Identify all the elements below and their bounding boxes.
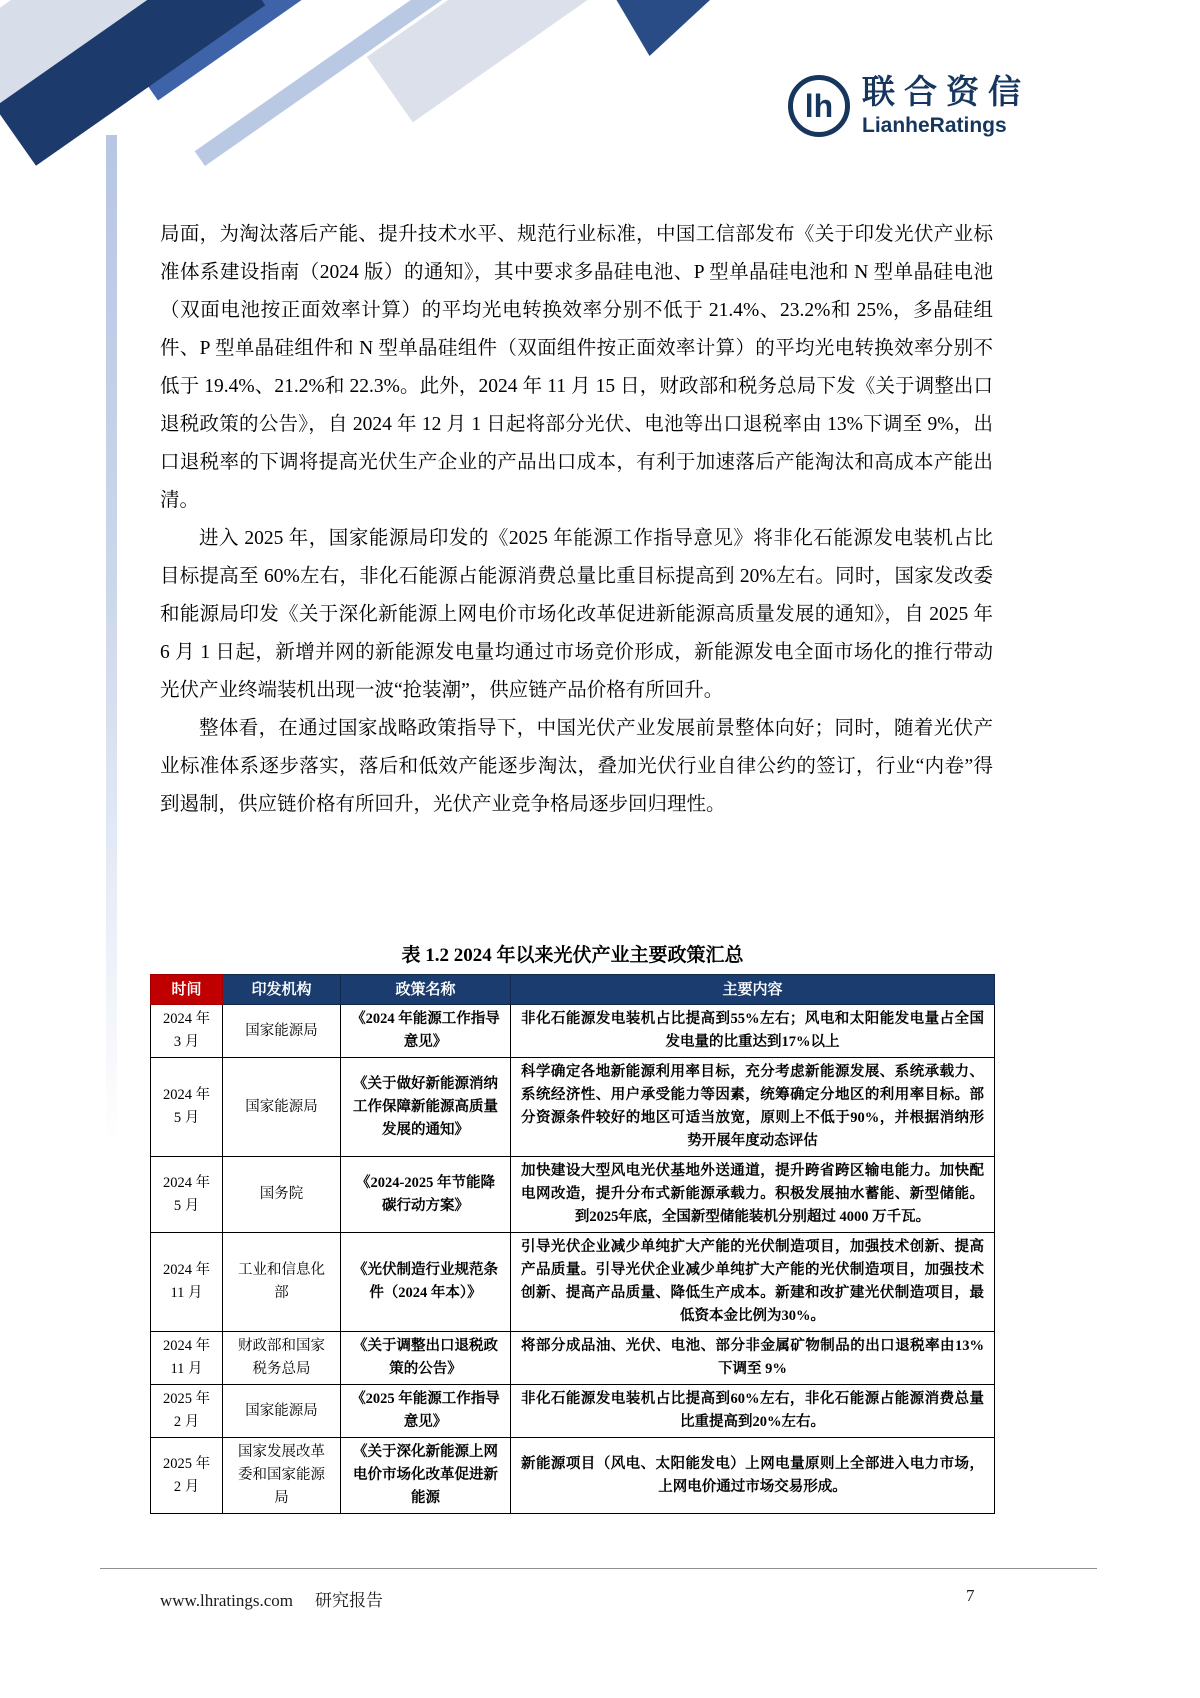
agency-cell: 国家能源局 — [223, 1058, 341, 1157]
policy-cell: 《2024 年能源工作指导意见》 — [341, 1005, 511, 1058]
footer-site-url: www.lhratings.com — [160, 1591, 293, 1610]
policy-cell: 《光伏制造行业规范条件（2024 年本）》 — [341, 1233, 511, 1332]
policy-cell: 《关于深化新能源上网电价市场化改革促进新能源 — [341, 1438, 511, 1514]
content-cell: 非化石能源发电装机占比提高到60%左右，非化石能源占能源消费总量比重提高到20%左右。 — [511, 1385, 995, 1438]
agency-cell: 国家发展改革委和国家能源局 — [223, 1438, 341, 1514]
time-cell: 2024 年 3 月 — [151, 1005, 223, 1058]
column-header-content: 主要内容 — [511, 975, 995, 1005]
content-cell: 新能源项目（风电、太阳能发电）上网电量原则上全部进入电力市场，上网电价通过市场交易形成。 — [511, 1438, 995, 1514]
logo-english-name: LianheRatings — [862, 114, 1007, 138]
time-cell: 2025 年 2 月 — [151, 1385, 223, 1438]
content-cell: 科学确定各地新能源利用率目标，充分考虑新能源发展、系统承载力、系统经济性、用户承受能力等因素，统筹确定分地区的利用率目标。部分资源条件较好的地区可适当放宽，原则上不低于90%，并根据消纳形势开展年度动态评估 — [511, 1058, 995, 1157]
table-title: 表 1.2 2024 年以来光伏产业主要政策汇总 — [401, 945, 744, 966]
table-header-row — [151, 975, 995, 1005]
table-row — [151, 1385, 995, 1438]
content-cell: 引导光伏企业减少单纯扩大产能的光伏制造项目，加强技术创新、提高产品质量。引导光伏企业减少单纯扩大产能的光伏制造项目，加强技术创新、提高产品质量、降低生产成本。新建和改扩建光伏制造项目，最低资本金比例为30%。 — [511, 1233, 995, 1332]
content-cell: 非化石能源发电装机占比提高到55%左右；风电和太阳能发电量占全国发电量的比重达到17%以上 — [511, 1005, 995, 1058]
footer-divider — [100, 1568, 1097, 1569]
agency-cell: 财政部和国家税务总局 — [223, 1332, 341, 1385]
footer-info — [160, 1586, 383, 1611]
column-header-policy: 政策名称 — [341, 975, 511, 1005]
time-cell: 2024 年 11 月 — [151, 1233, 223, 1332]
column-header-agency: 印发机构 — [223, 975, 341, 1005]
policy-cell: 《关于做好新能源消纳工作保障新能源高质量发展的通知》 — [341, 1058, 511, 1157]
policy-cell: 《2025 年能源工作指导意见》 — [341, 1385, 511, 1438]
agency-cell: 工业和信息化部 — [223, 1233, 341, 1332]
content-cell: 将部分成品油、光伏、电池、部分非金属矿物制品的出口退税率由13%下调至 9% — [511, 1332, 995, 1385]
left-margin-strip — [106, 135, 117, 1145]
time-cell: 2024 年 11 月 — [151, 1332, 223, 1385]
agency-cell: 国家能源局 — [223, 1005, 341, 1058]
column-header-time: 时间 — [151, 975, 223, 1005]
table-row — [151, 1058, 995, 1157]
table-row — [151, 1438, 995, 1514]
body-text — [160, 216, 993, 824]
table-row — [151, 1005, 995, 1058]
policy-table — [150, 974, 995, 1514]
content-cell: 加快建设大型风电光伏基地外送通道，提升跨省跨区输电能力。加快配电网改造，提升分布式新能源承载力。积极发展抽水蓄能、新型储能。到2025年底，全国新型储能装机分别超过 4000 万千瓦。 — [511, 1157, 995, 1233]
policy-table-section — [150, 940, 995, 1514]
paragraph-2: 进入 2025 年，国家能源局印发的《2025 年能源工作指导意见》将非化石能源发电装机占比目标提高至 60%左右，非化石能源占能源消费总量比重目标提高到 20%左右。同时，国家发改委和能源局印发《关于深化新能源上网电价市场化改革促进新能源高质量发展的通知》，自 2025 年 6 月 1 日起，新增并网的新能源发电量均通过市场竞价形成，新能源发电全面市场化的推行带动光伏产业终端装机出现一波“抢装潮”，供应链产品价格有所回升。 — [160, 528, 993, 701]
table-row — [151, 1233, 995, 1332]
agency-cell: 国家能源局 — [223, 1385, 341, 1438]
policy-cell: 《2024-2025 年节能降碳行动方案》 — [341, 1157, 511, 1233]
time-cell: 2024 年 5 月 — [151, 1058, 223, 1157]
brand-logo — [788, 74, 1030, 138]
agency-cell: 国务院 — [223, 1157, 341, 1233]
lianhe-logo-icon — [788, 75, 850, 137]
time-cell: 2024 年 5 月 — [151, 1157, 223, 1233]
policy-cell: 《关于调整出口退税政策的公告》 — [341, 1332, 511, 1385]
policy-table-body — [151, 1005, 995, 1514]
paragraph-3: 整体看，在通过国家战略政策指导下，中国光伏产业发展前景整体向好；同时，随着光伏产业标准体系逐步落实，落后和低效产能逐步淘汰，叠加光伏行业自律公约的签订，行业“内卷”得到遏制，供应链价格有所回升，光伏产业竞争格局逐步回归理性。 — [160, 718, 993, 815]
time-cell: 2025 年 2 月 — [151, 1438, 223, 1514]
page-number: 7 — [966, 1586, 975, 1605]
logo-chinese-name: 联合资信 — [862, 73, 1030, 110]
footer-doc-type: 研究报告 — [315, 1591, 383, 1610]
table-row — [151, 1157, 995, 1233]
deco-triangle-navy — [600, 0, 710, 56]
table-row — [151, 1332, 995, 1385]
logo-texts — [862, 74, 1030, 138]
logo-monogram: lh — [804, 87, 834, 124]
paragraph-1: 局面，为淘汰落后产能、提升技术水平、规范行业标准，中国工信部发布《关于印发光伏产业标准体系建设指南（2024 版）的通知》，其中要求多晶硅电池、P 型单晶硅电池和 N 型单晶硅电池（双面电池按正面效率计算）的平均光电转换效率分别不低于 21.4%、23.2%和 25%，多晶硅组件、P 型单晶硅组件和 N 型单晶硅组件（双面组件按正面效率计算）的平均光电转换效率分别不低于 19.4%、21.2%和 22.3%。此外，2024 年 11 月 15 日，财政部和税务总局下发《关于调整出口退税政策的公告》，自 2024 年 12 月 1 日起将部分光伏、电池等出口退税率由 13%下调至 9%，出口退税率的下调将提高光伏生产企业的产品出口成本，有利于加速落后产能淘汰和高成本产能出清。 — [160, 224, 993, 511]
